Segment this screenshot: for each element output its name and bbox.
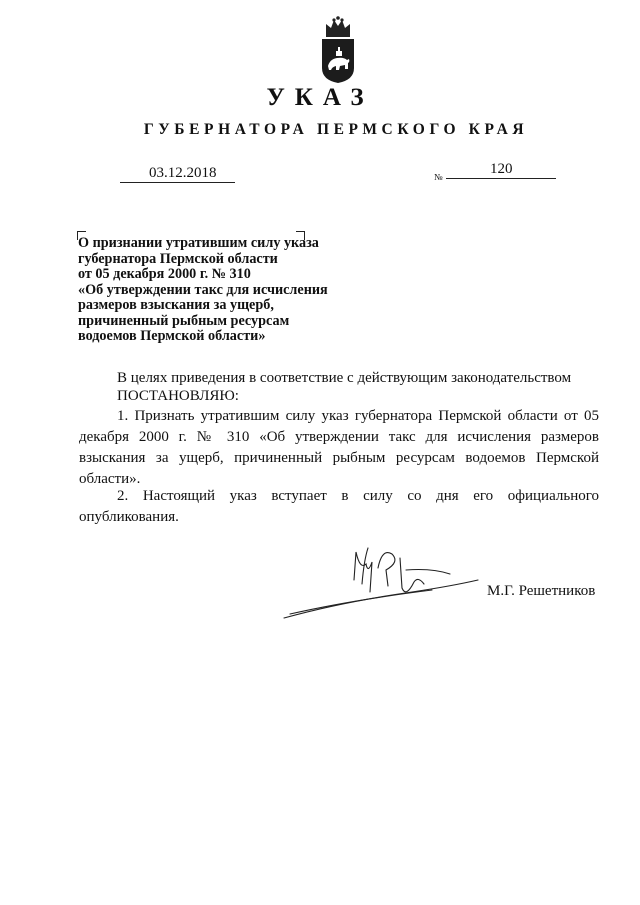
decree-title	[78, 236, 378, 345]
decree-item-1: 1. Признать утратившим силу указ губернатора Пермской области от 05 декабря 2000 г. № 310 «Об утверждении такс для исчисления размеров взыскания за ущерб, причиненный рыбным ресурсам водоемов Пермской области».	[79, 408, 599, 487]
number-prefix: №	[434, 172, 443, 182]
decree-item-2: 2. Настоящий указ вступает в силу со дня его официального опубликования.	[79, 488, 599, 525]
decree-keyword: ПОСТАНОВЛЯЮ:	[117, 388, 239, 404]
decree-date: 03.12.2018	[149, 165, 217, 181]
date-underline	[120, 182, 235, 183]
handwritten-signature	[282, 540, 482, 620]
decree-number: 120	[490, 161, 513, 177]
issuer-heading: ГУБЕРНАТОРА ПЕРМСКОГО КРАЯ	[143, 121, 529, 138]
signer-name: М.Г. Решетников	[487, 583, 596, 599]
title-line: водоемов Пермской области»	[78, 328, 266, 344]
title-line: О признании утратившим силу указа	[78, 235, 319, 251]
title-line: губернатора Пермской области	[78, 250, 278, 267]
title-line: размеров взыскания за ущерб,	[78, 297, 274, 313]
document-type-heading: УКАЗ	[266, 84, 374, 111]
coat-of-arms-icon	[318, 14, 358, 84]
title-line: «Об утверждении такс для исчисления	[78, 281, 328, 298]
title-line: причиненный рыбным ресурсам	[78, 312, 290, 329]
preamble-text: В целях приведения в соответствие с действующим законодательством	[117, 370, 572, 386]
number-underline	[446, 178, 556, 179]
title-line: от 05 декабря 2000 г. № 310	[78, 266, 251, 282]
